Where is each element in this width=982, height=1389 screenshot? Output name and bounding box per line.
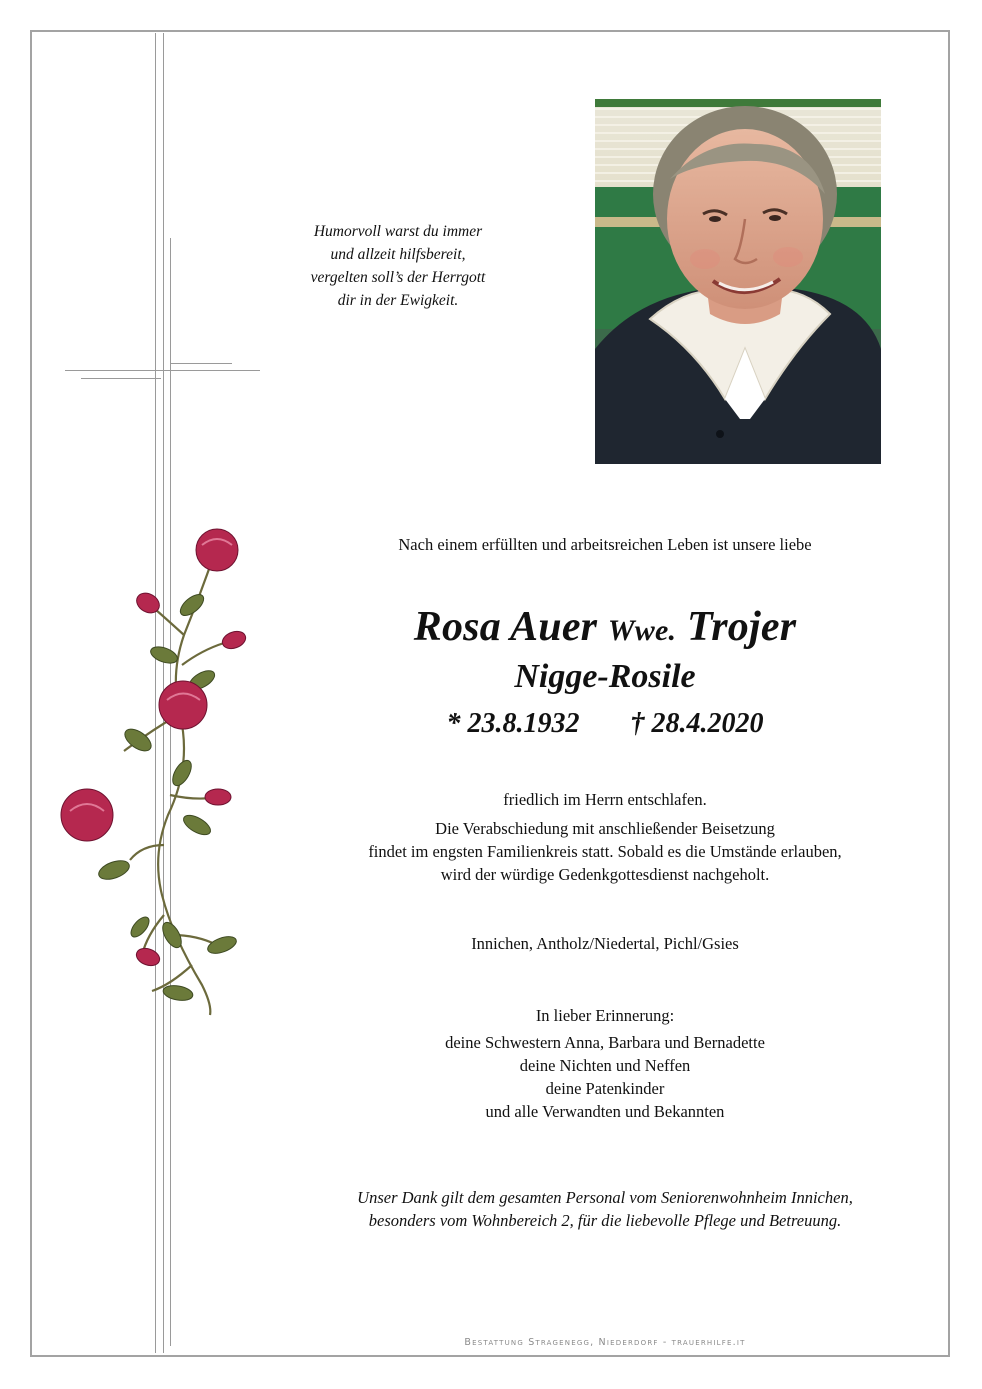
announcement-line: friedlich im Herrn entschlafen. — [503, 790, 707, 809]
announcement-line: findet im engsten Familienkreis statt. Sobald es die Umstände erlauben, — [368, 842, 842, 861]
mourner-line: deine Schwestern Anna, Barbara und Bernadette — [445, 1033, 765, 1052]
portrait-photo — [595, 99, 881, 464]
mourner-line: deine Patenkinder — [545, 1079, 665, 1098]
nickname: Nigge-Rosile — [514, 658, 696, 695]
poem-line: und allzeit hilfsbereit, — [330, 246, 466, 263]
mourner-line: deine Nichten und Neffen — [519, 1056, 691, 1075]
poem — [298, 220, 498, 312]
announcement-line: wird der würdige Gedenkgottesdienst nachgeholt. — [440, 865, 770, 884]
poem-line: Humorvoll warst du immer — [313, 223, 483, 240]
thanks-line: Unser Dank gilt dem gesamten Personal vom Seniorenwohnheim Innichen, — [357, 1188, 853, 1207]
announcement-line: Die Verabschiedung mit anschließender Beisetzung — [435, 819, 775, 838]
footer-credit: Bestattung Stragenegg, Niederdorf - trauerhilfe.it — [464, 1337, 746, 1348]
life-dates — [300, 708, 910, 740]
thanks-line: besonders vom Wohnbereich 2, für die liebevolle Pflege und Betreuung. — [368, 1211, 842, 1230]
death-date: † 28.4.2020 — [630, 708, 764, 739]
widow-label: Wwe. — [607, 614, 677, 647]
poem-line: dir in der Ewigkeit. — [337, 292, 459, 309]
rose-branch-illustration — [52, 515, 252, 1025]
poem-line: vergelten soll’s der Herrgott — [310, 269, 486, 286]
last-name: Trojer — [686, 604, 797, 650]
mourners-list — [300, 1004, 910, 1123]
intro-text: Nach einem erfüllten und arbeitsreichen Leben ist unsere liebe — [398, 535, 812, 554]
mourner-line: und alle Verwandten und Bekannten — [485, 1102, 725, 1121]
announcement-text — [300, 788, 910, 886]
first-name: Rosa Auer — [413, 604, 598, 650]
birth-date: * 23.8.1932 — [446, 708, 580, 739]
thanks-text — [300, 1186, 910, 1232]
deceased-name — [300, 603, 910, 651]
memory-heading: In lieber Erinnerung: — [535, 1006, 675, 1025]
places: Innichen, Antholz/Niedertal, Pichl/Gsies — [471, 934, 739, 953]
